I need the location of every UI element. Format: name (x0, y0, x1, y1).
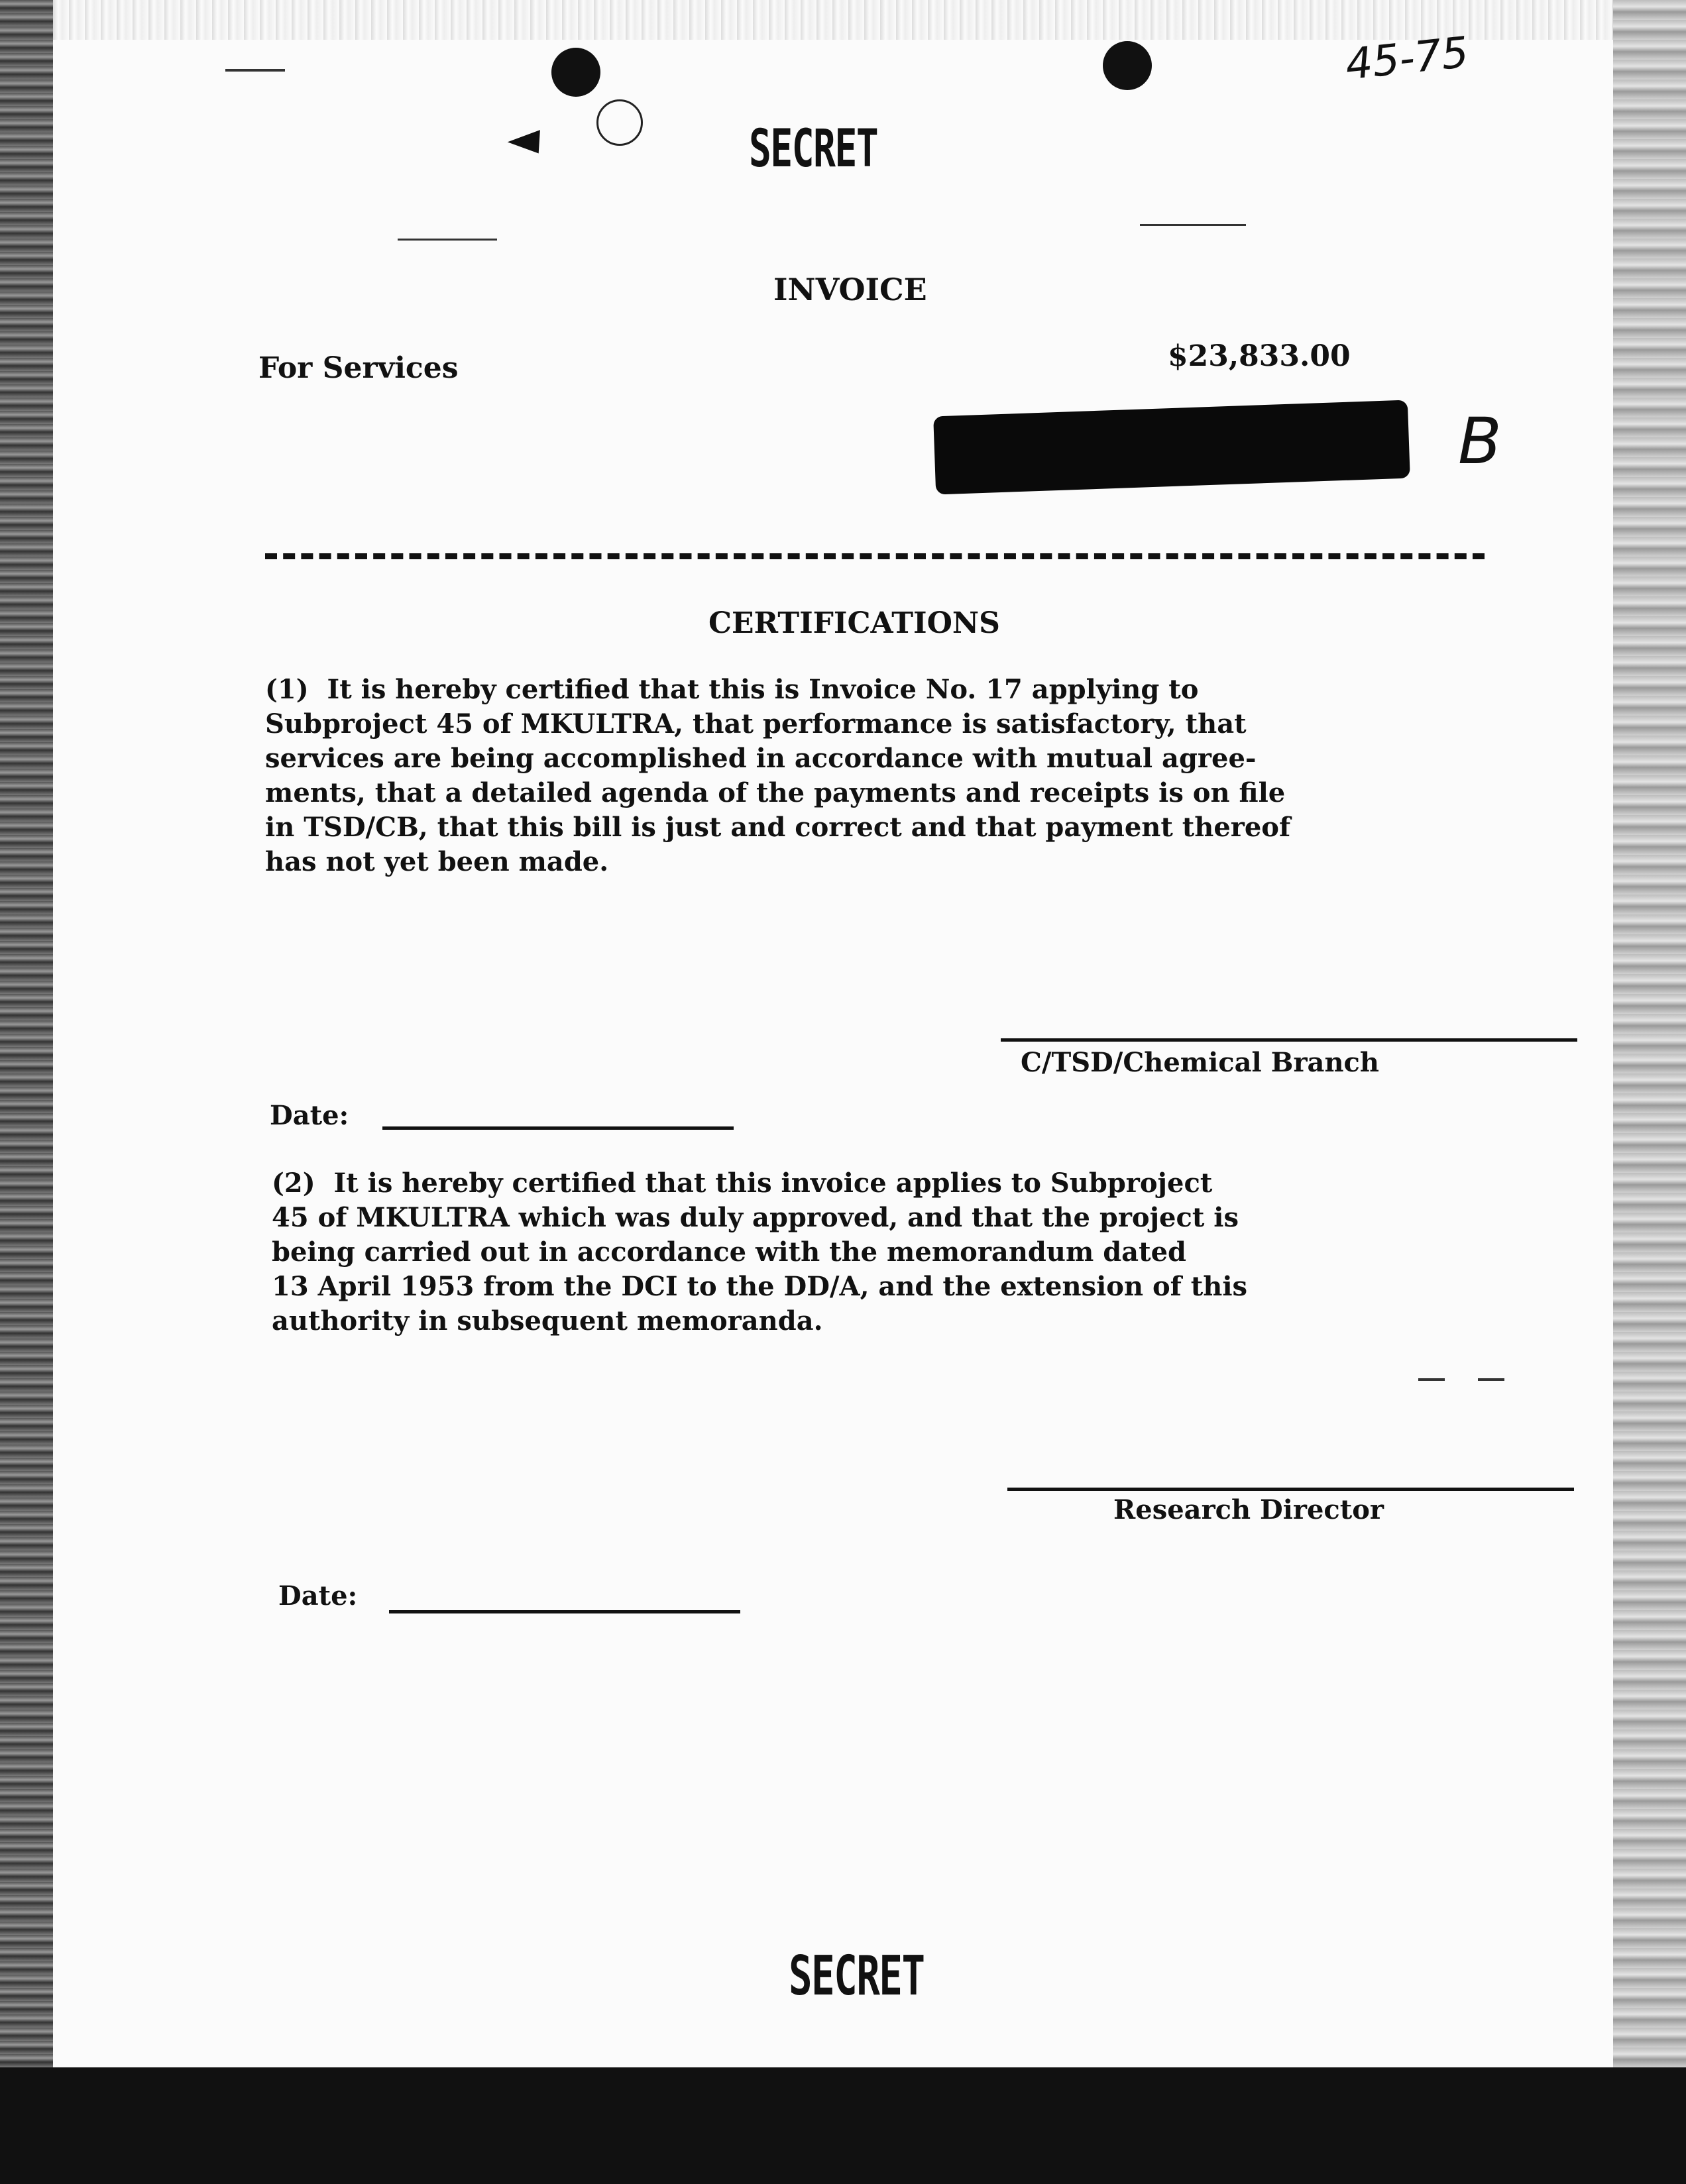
for-services-label: For Services (258, 351, 459, 385)
date-line (389, 1610, 740, 1613)
certification-paragraph-2: (2) It is hereby certified that this invoice applies to Subproject 45 of MKULTRA which was duly approved, and that the project is being carried out in accordance with the memorandum dated 13 April 1953 from the DCI to the DD/A, and the extension of this authority in subsequent memoranda. (272, 1168, 1248, 1337)
signature-line (1007, 1488, 1574, 1491)
document-page (53, 0, 1613, 2067)
stray-mark (1418, 1378, 1445, 1381)
signature-title-research-director: Research Director (1113, 1494, 1384, 1525)
handwritten-number: 45-75 (1343, 28, 1471, 90)
signature-line (1001, 1038, 1577, 1042)
stray-mark (1478, 1378, 1504, 1381)
dashed-divider (265, 553, 1485, 559)
ink-circle-mark (596, 99, 643, 146)
arrow-mark (508, 121, 547, 153)
classification-stamp-bottom: SECRET (789, 1945, 925, 2008)
date-line (382, 1126, 734, 1130)
stray-mark (398, 239, 497, 241)
handwritten-mark: B (1458, 404, 1502, 478)
classification-stamp-top: SECRET (749, 119, 878, 179)
invoice-title: INVOICE (773, 272, 927, 307)
punch-hole (551, 48, 600, 97)
redaction-block (933, 400, 1410, 495)
date-label: Date: (278, 1580, 358, 1611)
stray-mark (1140, 224, 1246, 226)
stray-mark (225, 69, 285, 72)
date-label: Date: (270, 1100, 349, 1131)
certification-paragraph-1: (1) It is hereby certified that this is Invoice No. 17 applying to Subproject 45 of MKULTRA, that performance is satisfactory, that services are being accomplished in accordance with mutual agree- ments, that a detailed agenda of the payments and receipts is on file in TSD/CB, that this bill is just and correct and that payment thereof has not yet been made. (265, 674, 1291, 877)
scan-right-edge (1613, 0, 1686, 2067)
invoice-amount: $23,833.00 (1168, 339, 1351, 373)
certifications-heading: CERTIFICATIONS (708, 606, 1000, 640)
punch-hole (1103, 41, 1152, 90)
signature-title-chemical-branch: C/TSD/Chemical Branch (1021, 1047, 1379, 1078)
scan-noise (53, 0, 1613, 40)
scan-left-edge (0, 0, 53, 2184)
scan-bottom-band (0, 2067, 1686, 2184)
